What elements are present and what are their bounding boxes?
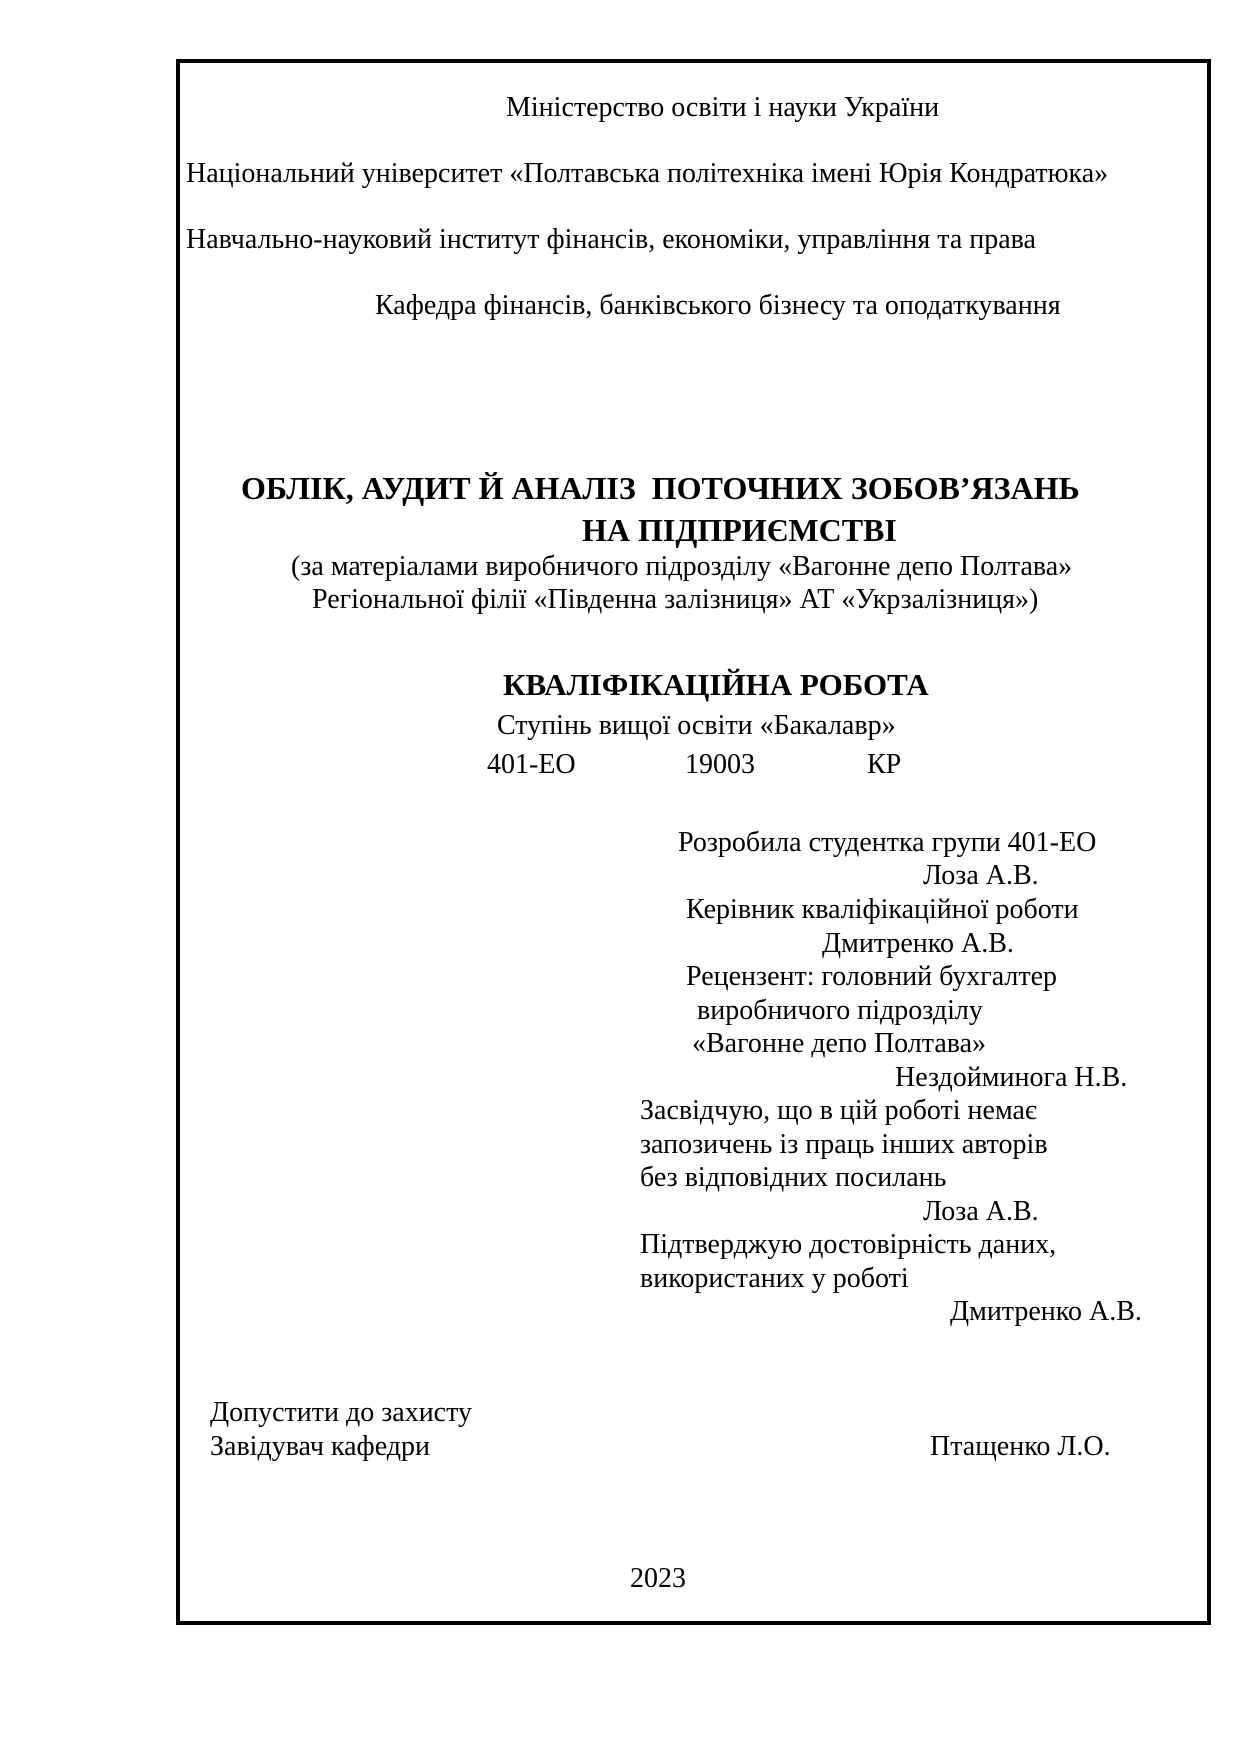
- declaration-signature: Лоза А.В.: [923, 1196, 1039, 1227]
- supervisor-label: Керівник кваліфікаційної роботи: [686, 894, 1079, 925]
- department-head-label: Завідувач кафедри: [210, 1431, 430, 1462]
- institute-line: Навчально-науковий інститут фінансів, економіки, управління та права: [186, 224, 1036, 255]
- declaration-line-3: без відповідних посилань: [640, 1162, 947, 1193]
- confirmation-line-1: Підтверджую достовірність даних,: [640, 1229, 1057, 1260]
- declaration-line-2: запозичень із праць інших авторів: [640, 1129, 1048, 1160]
- group-code: 401-ЕО: [487, 749, 576, 780]
- thesis-subtitle-line-2: Регіональної філії «Південна залізниця» АТ «Укрзалізниця»): [312, 584, 1039, 615]
- department-head-name: Птащенко Л.О.: [930, 1431, 1111, 1462]
- declaration-line-1: Засвідчую, що в цій роботі немає: [640, 1095, 1037, 1126]
- qualification-heading: КВАЛІФІКАЦІЙНА РОБОТА: [503, 667, 929, 702]
- supervisor-name: Дмитренко А.В.: [822, 928, 1014, 959]
- work-type-code: КР: [867, 749, 902, 780]
- thesis-subtitle-line-1: (за матеріалами виробничого підрозділу «Вагонне депо Полтава»: [291, 551, 1073, 582]
- reviewer-org-line: виробничого підрозділу: [697, 995, 983, 1026]
- student-signature-name: Лоза А.В.: [923, 860, 1039, 891]
- specialty-code: 19003: [685, 749, 755, 780]
- developed-by-line: Розробила студентка групи 401-ЕО: [678, 827, 1097, 858]
- reviewer-org-name: «Вагонне депо Полтава»: [692, 1028, 987, 1059]
- department-line: Кафедра фінансів, банківського бізнесу та оподаткування: [375, 290, 1061, 321]
- admit-line: Допустити до захисту: [210, 1397, 472, 1428]
- year-line: 2023: [630, 1563, 686, 1594]
- reviewer-label: Рецензент: головний бухгалтер: [686, 961, 1058, 992]
- confirmation-signature: Дмитренко А.В.: [950, 1296, 1142, 1327]
- university-line: Національний університет «Полтавська політехніка імені Юрія Кондратюка»: [186, 158, 1109, 189]
- thesis-title-line-2: НА ПІДПРИЄМСТВІ: [582, 512, 897, 548]
- degree-line: Ступінь вищої освіти «Бакалавр»: [497, 710, 896, 741]
- thesis-title-line-1: ОБЛІК, АУДИТ Й АНАЛІЗ ПОТОЧНИХ ЗОБОВ’ЯЗАНЬ: [241, 470, 1080, 506]
- ministry-line: Міністерство освіти і науки України: [506, 92, 940, 123]
- reviewer-name: Нездойминога Н.В.: [895, 1062, 1128, 1093]
- confirmation-line-2: використаних у роботі: [640, 1263, 909, 1294]
